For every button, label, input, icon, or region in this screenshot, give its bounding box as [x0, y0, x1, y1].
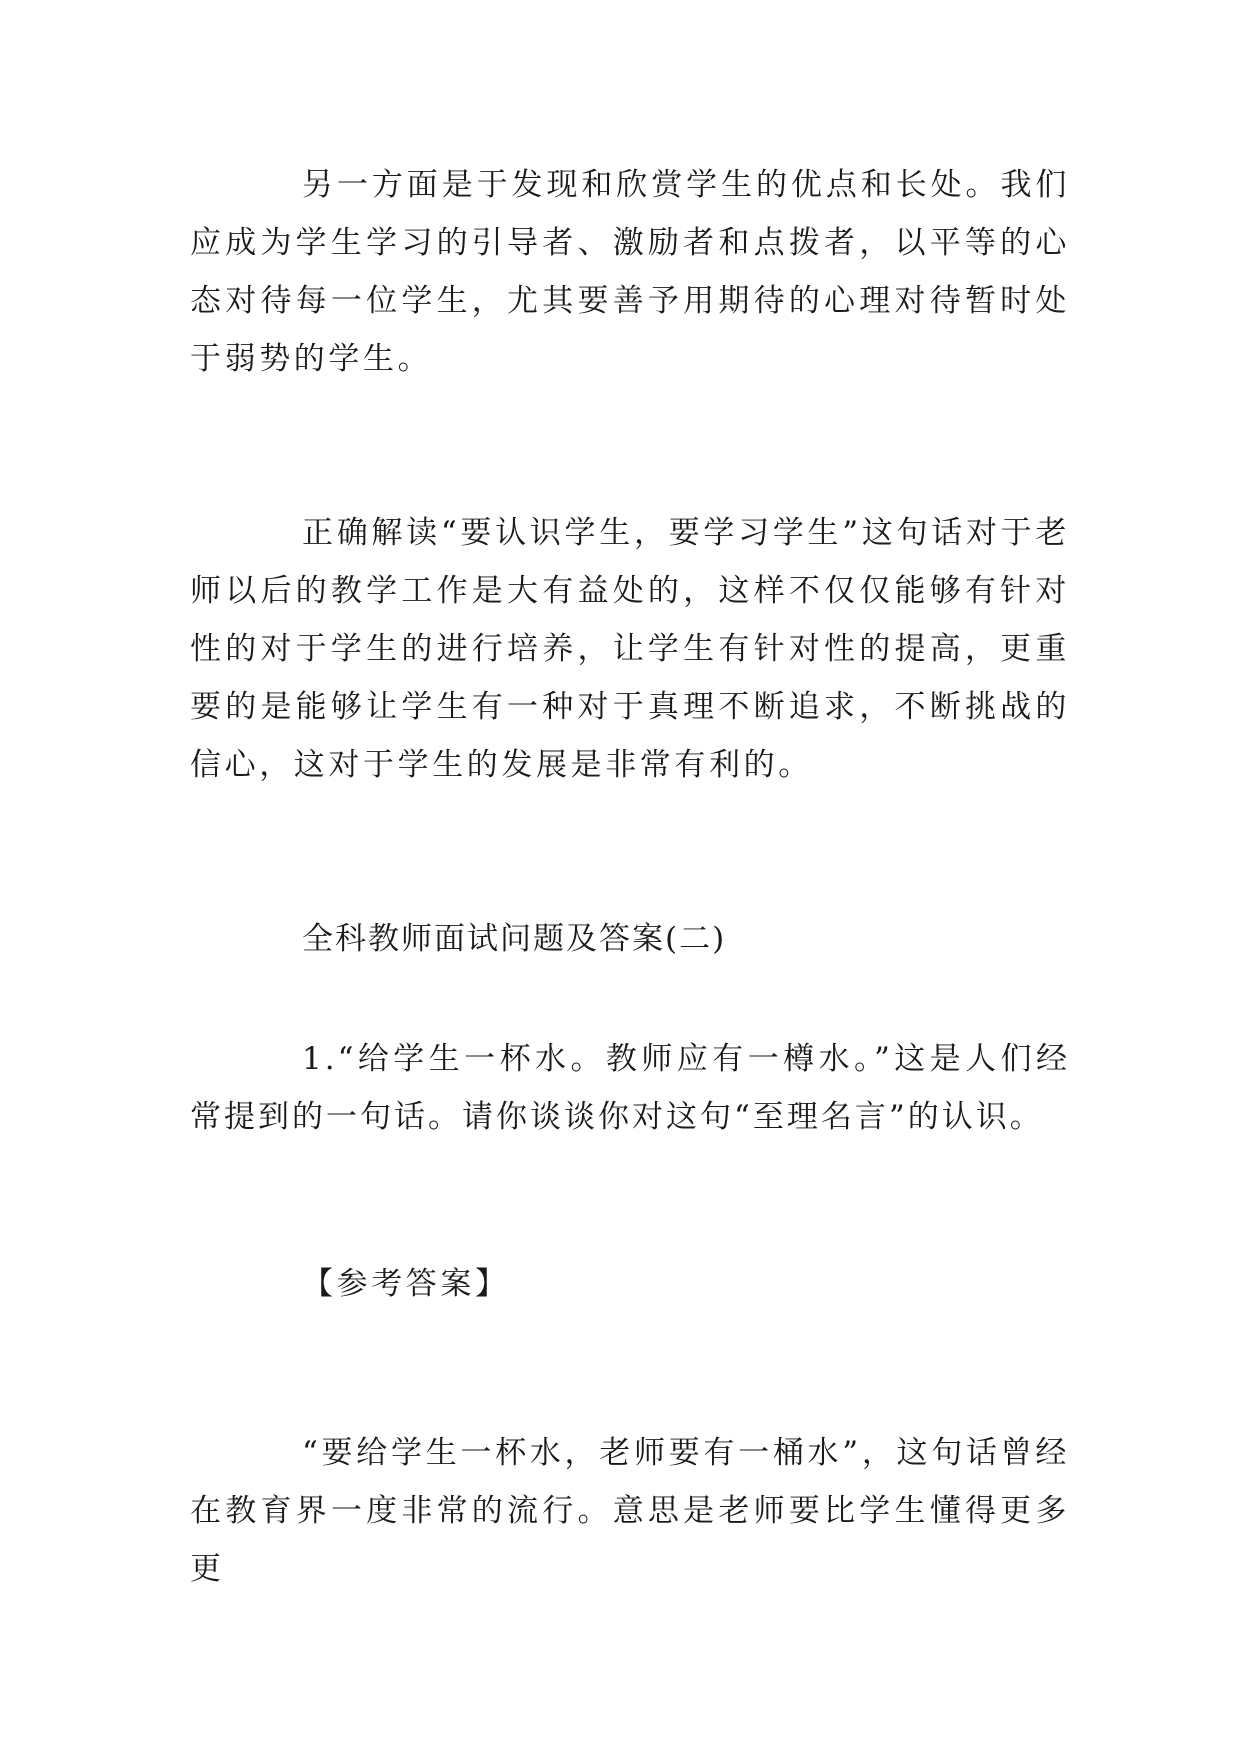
paragraph-understand-students: 正确解读“要认识学生，要学习学生”这句话对于老师以后的教学工作是大有益处的，这样不仅仅能够有针对性的对于学生的进行培养，让学生有针对性的提高，更重要的是能够让学生有一种对于真理不断追求，不断挑战的信心，这对于学生的发展是非常有利的。 [190, 515, 1070, 783]
question-1: 1.“给学生一杯水。教师应有一樽水。”这是人们经常提到的一句话。请你谈谈你对这句“至理名言”的认识。 [190, 1041, 1070, 1135]
paragraph-appreciate-students: 另一方面是于发现和欣赏学生的优点和长处。我们应成为学生学习的引导者、激励者和点拨者，以平等的心态对待每一位学生，尤其要善予用期待的心理对待暂时处于弱势的学生。 [190, 167, 1070, 377]
reference-answer-label: 【参考答案】 [302, 1266, 510, 1302]
section-heading: 全科教师面试问题及答案(二) [302, 921, 727, 957]
answer-paragraph: “要给学生一杯水，老师要有一桶水”，这句话曾经在教育界一度非常的流行。意思是老师要比学生懂得更多更 [190, 1435, 1070, 1587]
